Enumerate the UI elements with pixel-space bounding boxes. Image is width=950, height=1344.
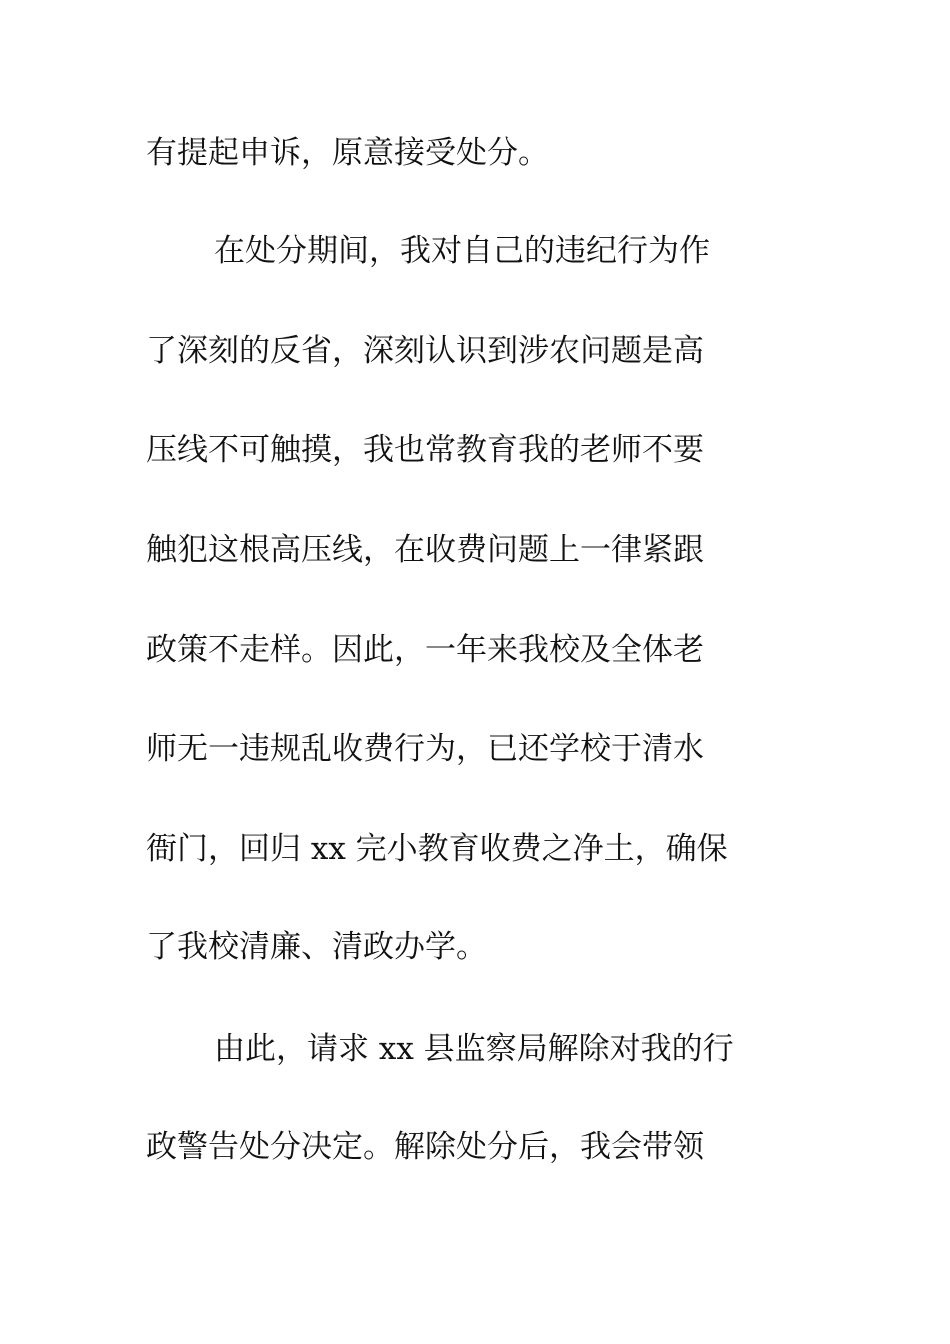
text-line: 触犯这根高压线，在收费问题上一律紧跟 <box>146 532 704 568</box>
text-line: 有提起申诉，原意接受处分。 <box>146 135 549 171</box>
text-line: 师无一违规乱收费行为，已还学校于清水 <box>146 731 704 767</box>
paragraph-start-line: 由此，请求 xx 县监察局解除对我的行 <box>214 1031 734 1067</box>
text-line: 了我校清廉、清政办学。 <box>146 929 487 965</box>
text-line: 政警告处分决定。解除处分后，我会带领 <box>146 1129 704 1165</box>
text-line: 压线不可触摸，我也常教育我的老师不要 <box>146 432 704 468</box>
text-line: 了深刻的反省，深刻认识到涉农问题是高 <box>146 333 704 369</box>
paragraph-start-line: 在处分期间，我对自己的违纪行为作 <box>214 233 710 269</box>
text-line: 政策不走样。因此，一年来我校及全体老 <box>146 632 704 668</box>
text-line: 衙门，回归 xx 完小教育收费之净土，确保 <box>146 831 728 867</box>
